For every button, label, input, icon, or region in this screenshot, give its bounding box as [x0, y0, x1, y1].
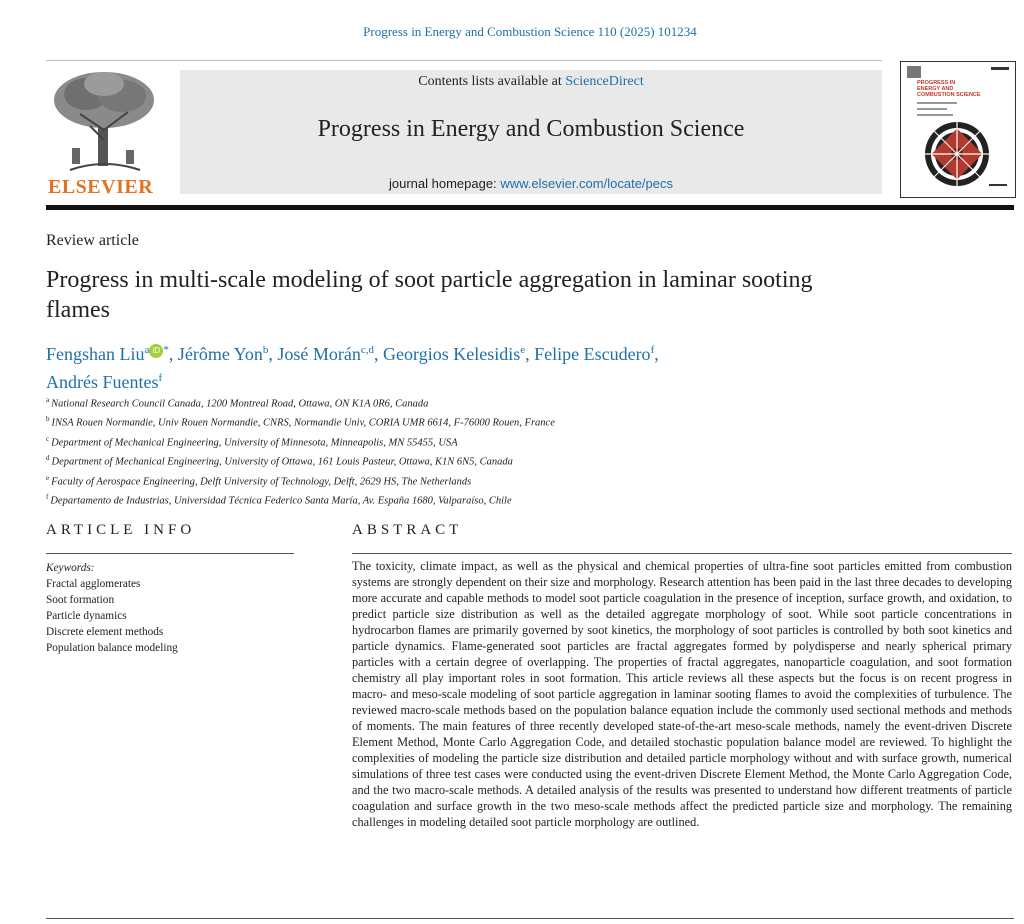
- journal-name: Progress in Energy and Combustion Science: [317, 116, 745, 142]
- affiliation-item: [46, 490, 946, 509]
- elsevier-wordmark: ELSEVIER: [48, 176, 154, 198]
- elsevier-logo[interactable]: [46, 70, 158, 200]
- author-name[interactable]: Fengshan Liu: [46, 344, 145, 364]
- keyword-item: Soot formation: [46, 594, 115, 606]
- affiliation-item: [46, 432, 946, 451]
- contents-line: [180, 74, 882, 90]
- keyword-item: Particle dynamics: [46, 610, 127, 622]
- author-name[interactable]: José Morán: [277, 344, 361, 364]
- author-affil-sup[interactable]: a: [144, 344, 150, 356]
- abstract-bottom-divider: [46, 918, 1014, 919]
- affiliation-sup: a: [46, 396, 50, 404]
- article-info-divider: [46, 553, 294, 554]
- svg-text:PROGRESS IN: PROGRESS IN: [917, 80, 956, 86]
- homepage-line: [180, 176, 882, 191]
- author-affil-sup[interactable]: b: [262, 344, 269, 356]
- affiliation-list: [46, 393, 946, 509]
- keywords-section: [46, 560, 306, 656]
- svg-text:ENERGY AND: ENERGY AND: [917, 86, 954, 92]
- abstract-divider: [352, 553, 1012, 554]
- affiliation-sup: f: [46, 493, 49, 502]
- affiliation-sup: b: [46, 415, 50, 424]
- author-name[interactable]: Georgios Kelesidis: [383, 344, 521, 364]
- corresponding-author-mark[interactable]: *: [163, 344, 169, 356]
- author-name[interactable]: Felipe Escudero: [534, 344, 651, 364]
- keywords-label: Keywords:: [46, 562, 95, 574]
- affiliation-item: [46, 412, 946, 431]
- affiliation-text: INSA Rouen Normandie, Univ Rouen Normandie, CNRS, Normandie Univ, CORIA UMR 6614, F-76000 Rouen, France: [51, 417, 555, 429]
- article-title: Progress in multi-scale modeling of soot particle aggregation in laminar sooting flames: [46, 267, 813, 323]
- affiliation-item: [46, 451, 946, 470]
- author-name[interactable]: Jérôme Yon: [177, 344, 263, 364]
- article-type: Review article: [46, 232, 139, 249]
- orcid-icon[interactable]: iD: [149, 344, 163, 358]
- homepage-prefix: journal homepage:: [388, 176, 497, 191]
- affiliation-sup: c: [46, 434, 50, 443]
- header-divider: [46, 60, 882, 61]
- keyword-item: Fractal agglomerates: [46, 578, 141, 590]
- abstract-text: The toxicity, climate impact, as well as the physical and chemical properties of ultra-fine soot particles emitted from combustion systems are strongly dependent on their size and morphology. Research attention has been paid in the last three decades to developing more accurate and capable methods to model soot particle coagulation in the presence of inception, surface growth, and oxidation, to predict particle size distribution as well as the detailed aggregate morphology of soot. While soot particle concentrations in hydrocarbon flames are primarily governed by soot kinetics, the morphology of soot particles is controlled by both soot kinetics and particle dynamics. Flame-generated soot particles are fractal aggregates formed by polydisperse and nearly spherical primary particles with a certain degree of overlapping. The properties of fractal aggregates, nanoparticle coagulation, and soot formation chemistry all play important roles in soot formation. This article reviews all these aspects but the focus is on recent progress in macro- and meso-scale modeling of soot particle aggregation in laminar sooting flames to avoid the complexities of turbulence. The reviewed macro-scale methods based on the population balance equation include the commonly used sectional methods and methods of moments. The main features of three recently developed state-of-the-art meso-scale methods, namely the event-driven Discrete Element Method, Monte Carlo Aggregation Code, and detailed stochastic population balance model are reviewed. To highlight the complexities of modeling the particle size distribution and detailed particle morphology without and with surface growth, numerical simulations of three test cases were conducted using the event-driven Discrete Element Method, the Monte Carlo Aggregation Code, and the two macro-scale methods. A detailed analysis of the results was presented to understand how different treatments of particle coagulation and surface growth in the two meso-scale methods affect the predicted particle size and morphology. The remaining challenges in modeling detailed soot particle morphology are outlined.: [352, 559, 1012, 829]
- abstract-heading: ABSTRACT: [352, 522, 463, 538]
- elsevier-tree-logo-icon: [50, 70, 158, 174]
- journal-cover-thumbnail[interactable]: [900, 61, 1016, 198]
- svg-text:COMBUSTION SCIENCE: COMBUSTION SCIENCE: [917, 92, 981, 98]
- affiliation-text: Departamento de Industrias, Universidad Técnica Federico Santa María, Av. España 1680, Valparaíso, Chile: [50, 495, 512, 507]
- affiliation-text: Department of Mechanical Engineering, University of Minnesota, Minneapolis, MN 55455, USA: [51, 437, 458, 449]
- author-affil-sup[interactable]: f: [650, 344, 655, 356]
- author-name[interactable]: Andrés Fuentes: [46, 372, 159, 392]
- journal-homepage-link[interactable]: www.elsevier.com/locate/pecs: [500, 176, 673, 191]
- affiliation-sup: d: [46, 454, 50, 463]
- affiliation-item: [46, 471, 946, 490]
- affiliation-sup: e: [46, 473, 50, 482]
- affiliation-text: National Research Council Canada, 1200 Montreal Road, Ottawa, ON K1A 0R6, Canada: [51, 398, 429, 410]
- sciencedirect-link[interactable]: ScienceDirect: [565, 74, 644, 89]
- keyword-item: Discrete element methods: [46, 626, 164, 638]
- article-info-heading: ARTICLE INFO: [46, 522, 196, 538]
- contents-prefix: Contents lists available at: [418, 74, 562, 89]
- author-list: Fengshan Liu$^a$ iD *, Jérôme Yon$^b$, José Morán$^{c,d}$, Georgios Kelesidis$^e$, Felipe Escudero$^f$, Andrés Fuentes$^f$: [46, 344, 659, 392]
- author-affil-sup[interactable]: c,d: [360, 344, 375, 356]
- journal-cover-image-icon: [901, 62, 1015, 197]
- journal-citation-link[interactable]: Progress in Energy and Combustion Science 110 (2025) 101234: [363, 24, 697, 39]
- affiliation-text: Faculty of Aerospace Engineering, Delft University of Technology, Delft, 2629 HS, The Netherlands: [51, 476, 472, 488]
- affiliation-text: Department of Mechanical Engineering, University of Ottawa, 161 Louis Pasteur, Ottawa, K1N 6N5, Canada: [51, 456, 513, 468]
- author-affil-sup[interactable]: e: [520, 344, 526, 356]
- affiliation-item: [46, 393, 946, 412]
- author-affil-sup[interactable]: f: [158, 372, 163, 384]
- header-thick-divider: [46, 205, 1014, 210]
- journal-header-box: [180, 70, 882, 194]
- keyword-item: Population balance modeling: [46, 642, 178, 654]
